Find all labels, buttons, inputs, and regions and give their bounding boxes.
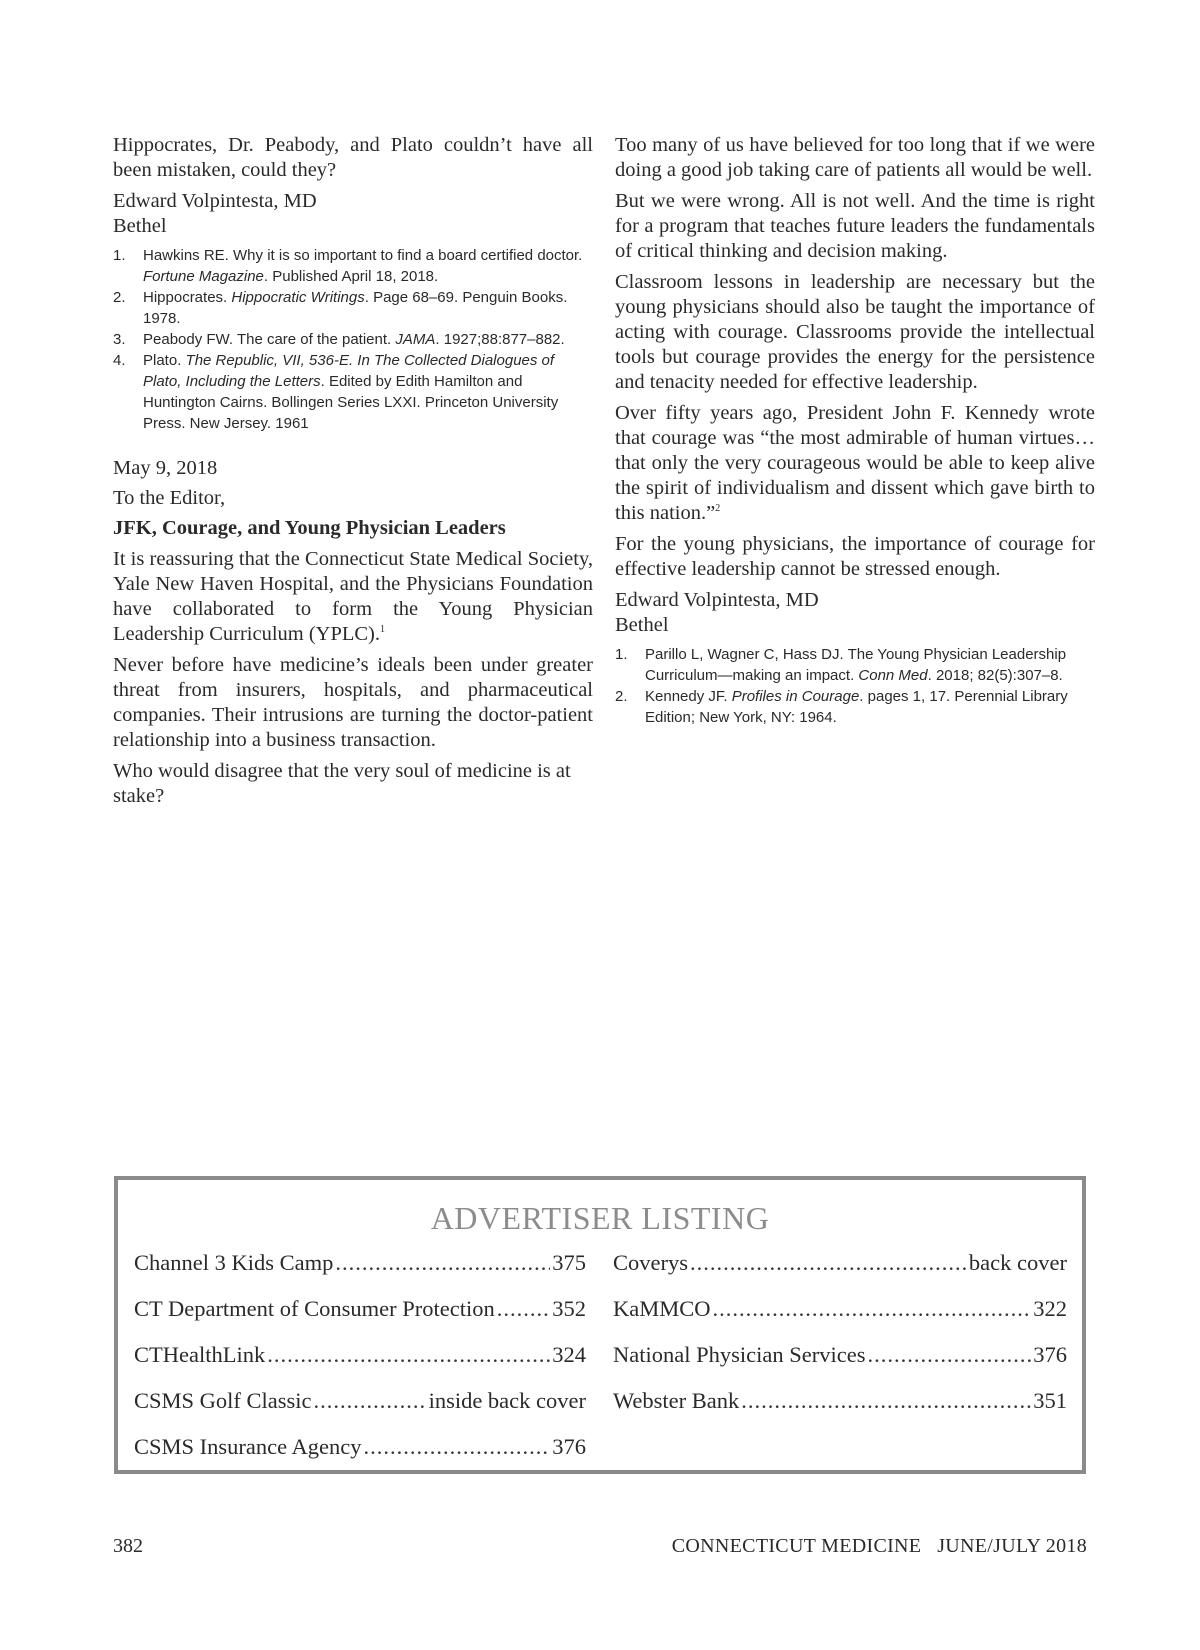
intro-paragraph: Hippocrates, Dr. Peabody, and Plato couldn’t have all been mistaken, could they? (113, 134, 593, 181)
body-paragraph: Who would disagree that the very soul of medicine is at stake? (113, 760, 571, 807)
body-paragraph: Over fifty years ago, President John F. Kennedy wrote that courage was “the most admirable of human virtues…that only the very courageous would be able to keep alive the spirit of individualism and dissent which gave birth to this nation.”$^2$ (615, 402, 1095, 524)
reference-item: 4. Plato. The Republic, VII, 536-E. In The Collected Dialogues of Plato, Including the Letters. Edited by Edith Hamilton and Huntington Cairns. Bollingen Series LXXI. Princeton University Press. New Jersey. 1961 (113, 352, 559, 432)
signature-place: Bethel (113, 215, 167, 237)
reference-list (113, 245, 593, 434)
reference-item: 1. Parillo L, Wagner C, Hass DJ. The Young Physician Leadership Curriculum—making an impact. Conn Med. 2018; 82(5):307–8. (615, 646, 1067, 684)
signature-place: Bethel (615, 614, 669, 636)
page-number: 382 (113, 1535, 143, 1557)
right-column (615, 133, 1095, 728)
body-paragraph: Too many of us have believed for too long that if we were doing a good job taking care of patients all would be well. (615, 134, 1095, 181)
advertiser-entry: KaMMCO ..... 322 (613, 1296, 1067, 1342)
left-column (113, 133, 593, 815)
body-paragraph: Classroom lessons in leadership are necessary but the young physicians should also be taught the importance of acting with courage. Classrooms provide the intellectual tools but courage provides the energy for the persistence and tenacity needed for effective leadership. (615, 271, 1095, 393)
advertiser-entry: Coverys ..... back cover (613, 1250, 1067, 1296)
advertiser-listing-title: ADVERTISER LISTING (430, 1200, 770, 1236)
advertiser-entry: Channel 3 Kids Camp ..... 375 (134, 1250, 586, 1296)
letter-date: May 9, 2018 (113, 457, 218, 479)
letter-heading: JFK, Courage, and Young Physician Leaders (113, 517, 506, 539)
reference-list (615, 644, 1095, 728)
advertiser-entry: CT Department of Consumer Protection ..... 352 (134, 1296, 586, 1342)
advertiser-entry: National Physician Services ..... 376 (613, 1342, 1067, 1388)
advertiser-list-left (134, 1250, 586, 1480)
body-paragraph: But we were wrong. All is not well. And the time is right for a program that teaches future leaders the fundamentals of critical thinking and decision making. (615, 190, 1095, 262)
reference-item: 1. Hawkins RE. Why it is so important to find a board certified doctor. Fortune Magazine. Published April 18, 2018. (113, 247, 583, 285)
advertiser-listing-box (114, 1176, 1086, 1474)
signature-name: Edward Volpintesta, MD (615, 589, 819, 611)
advertiser-entry: CSMS Insurance Agency ..... 376 (134, 1434, 586, 1480)
salutation: To the Editor, (113, 487, 226, 509)
advertiser-entry: Webster Bank ..... 351 (613, 1388, 1067, 1434)
journal-footer: CONNECTICUT MEDICINE JUNE/JULY 2018 (671, 1535, 1087, 1557)
body-paragraph: Never before have medicine’s ideals been under greater threat from insurers, hospitals, and pharmaceutical companies. Their intrusions are turning the doctor-patient relationship into a business transaction. (113, 654, 593, 751)
advertiser-list-right (613, 1250, 1067, 1434)
signature-name: Edward Volpintesta, MD (113, 190, 317, 212)
body-paragraph: It is reassuring that the Connecticut State Medical Society, Yale New Haven Hospital, and the Physicians Foundation have collaborated to form the Young Physician Leadership Curriculum (YPLC).$^1$ (113, 548, 593, 645)
reference-item: 2. Hippocrates. Hippocratic Writings. Page 68–69. Penguin Books. 1978. (113, 289, 568, 327)
reference-item: 3. Peabody FW. The care of the patient. JAMA. 1927;88:877–882. (113, 331, 565, 348)
advertiser-entry: CTHealthLink ..... 324 (134, 1342, 586, 1388)
body-paragraph: For the young physicians, the importance of courage for effective leadership cannot be stressed enough. (615, 533, 1095, 580)
advertiser-entry: CSMS Golf Classic ..... inside back cover (134, 1388, 586, 1434)
reference-item: 2. Kennedy JF. Profiles in Courage. pages 1, 17. Perennial Library Edition; New York, NY: 1964. (615, 688, 1068, 726)
